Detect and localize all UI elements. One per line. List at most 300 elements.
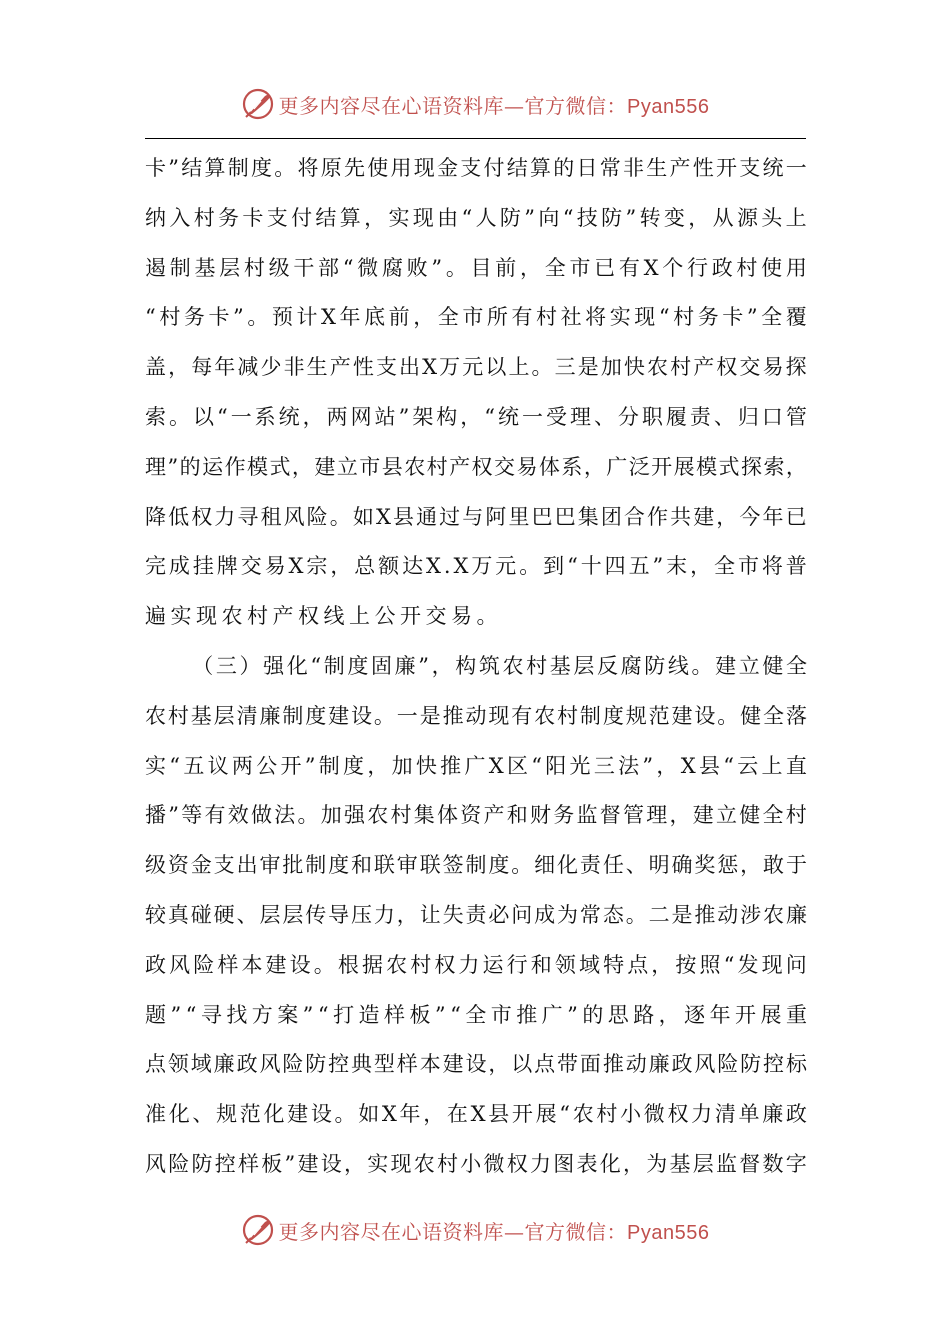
- glyph: 播: [145, 803, 166, 828]
- glyph: 全: [465, 1002, 487, 1027]
- glyph: 总: [354, 554, 376, 579]
- glyph: 原: [320, 156, 342, 180]
- glyph: 算: [204, 156, 226, 180]
- glyph: 变: [663, 205, 685, 230]
- glyph: 资: [167, 853, 189, 878]
- glyph: 。: [531, 355, 553, 380]
- glyph: 实: [145, 753, 166, 778]
- glyph: 思: [607, 1002, 629, 1027]
- glyph: 找: [226, 1002, 248, 1027]
- glyph: 度: [251, 156, 272, 180]
- glyph: 索: [763, 454, 785, 479]
- glyph: 市: [737, 554, 759, 579]
- glyph: 是: [577, 355, 599, 380]
- glyph: ，: [669, 803, 691, 828]
- glyph: 县: [488, 1102, 510, 1127]
- glyph: 预: [271, 305, 293, 330]
- glyph: X: [680, 753, 696, 778]
- glyph: 廉: [762, 1102, 784, 1127]
- glyph: X: [288, 554, 304, 579]
- glyph: X: [426, 554, 441, 579]
- glyph: 支: [739, 156, 761, 180]
- glyph: 市: [569, 255, 591, 280]
- glyph: 职: [641, 404, 663, 429]
- glyph: 态: [602, 902, 624, 927]
- glyph: X: [453, 554, 469, 579]
- glyph: 先: [344, 156, 365, 180]
- glyph: 批: [282, 853, 304, 878]
- glyph: 建: [328, 703, 350, 728]
- glyph: 建: [715, 653, 737, 678]
- glyph: 体: [437, 803, 458, 828]
- glyph: 样: [238, 1151, 259, 1176]
- wechat-id: Pyan556: [627, 1221, 710, 1244]
- banner-slogan: 更多内容尽在心语资料库—官方微信：: [278, 93, 628, 118]
- glyph: 普: [785, 554, 807, 579]
- glyph: 一: [785, 156, 807, 180]
- glyph: 算: [530, 156, 551, 180]
- text-line: [145, 542, 807, 592]
- glyph: 化: [263, 1102, 285, 1127]
- glyph: 管: [623, 803, 644, 828]
- glyph: 元: [495, 554, 517, 579]
- glyph: 。: [691, 653, 713, 678]
- glyph: 政: [785, 1102, 807, 1127]
- glyph: 通: [416, 504, 438, 529]
- glyph: 制: [579, 703, 601, 728]
- glyph: 系: [561, 454, 583, 479]
- glyph: 全: [437, 305, 459, 330]
- text-line: [145, 791, 807, 841]
- glyph: 权: [506, 1151, 528, 1176]
- glyph: 结: [181, 156, 203, 180]
- glyph: 逐: [684, 1002, 706, 1027]
- glyph: 涉: [740, 902, 762, 927]
- text-line: [145, 742, 807, 792]
- glyph: 模: [247, 454, 269, 479]
- glyph: 层: [259, 902, 281, 927]
- glyph: 年: [339, 305, 361, 330]
- glyph: 完: [145, 554, 166, 579]
- glyph: 使: [367, 156, 389, 180]
- glyph: 实: [388, 205, 410, 230]
- glyph: 农: [763, 902, 785, 927]
- glyph: 点: [145, 1052, 166, 1077]
- glyph: 照: [699, 952, 721, 977]
- glyph: 成: [534, 902, 556, 927]
- glyph: 万: [439, 355, 461, 380]
- glyph: 以: [192, 404, 214, 429]
- glyph: .: [443, 554, 451, 579]
- glyph: 为: [557, 902, 579, 927]
- glyph: 村: [526, 653, 548, 678]
- glyph: 风: [694, 1052, 716, 1077]
- glyph: 建: [287, 1102, 309, 1127]
- glyph: 建: [693, 504, 715, 529]
- glyph: 年: [709, 1002, 731, 1027]
- glyph: 生: [306, 355, 328, 380]
- glyph: 卡: [145, 156, 166, 180]
- glyph: 开: [511, 1102, 533, 1127]
- glyph: 层: [573, 653, 595, 678]
- glyph: “: [658, 305, 670, 330]
- glyph: 效: [227, 803, 249, 828]
- glyph: 广: [606, 454, 628, 479]
- glyph: 、: [713, 404, 735, 429]
- glyph: 农: [367, 803, 389, 828]
- glyph: 财: [530, 803, 551, 828]
- glyph: 图: [553, 1151, 575, 1176]
- glyph: 造: [358, 1002, 380, 1027]
- glyph: 易: [762, 355, 784, 380]
- glyph: 直: [785, 753, 807, 778]
- glyph: 压: [351, 902, 373, 927]
- glyph: ，: [656, 753, 678, 778]
- glyph: 人: [475, 205, 497, 230]
- glyph: 出: [399, 355, 421, 380]
- glyph: 以: [485, 355, 507, 380]
- glyph: 的: [179, 454, 201, 479]
- glyph: 制: [323, 653, 345, 678]
- glyph: 今: [739, 504, 761, 529]
- glyph: ，: [623, 1151, 644, 1176]
- glyph: 现: [413, 156, 435, 180]
- glyph: 理: [569, 404, 591, 429]
- glyph: 达: [402, 554, 424, 579]
- glyph: 干: [293, 255, 315, 280]
- glyph: 少: [260, 355, 282, 380]
- glyph: 计: [296, 305, 318, 330]
- glyph: 一: [521, 404, 543, 429]
- glyph: ，: [651, 952, 673, 977]
- glyph: 政: [236, 1052, 258, 1077]
- glyph: 网: [350, 404, 372, 429]
- glyph: ，: [716, 504, 738, 529]
- glyph: 特: [603, 952, 625, 977]
- glyph: 实: [609, 305, 631, 330]
- glyph: 小: [620, 1102, 642, 1127]
- text-line: [145, 991, 807, 1041]
- glyph: 村: [426, 454, 448, 479]
- glyph: 权: [191, 504, 213, 529]
- glyph: 导: [328, 902, 350, 927]
- glyph: 村: [390, 803, 412, 828]
- text-line: [145, 1040, 807, 1090]
- glyph: 单: [738, 1102, 760, 1127]
- glyph: 据: [361, 952, 383, 977]
- glyph: 风: [145, 1151, 166, 1176]
- glyph: 付: [483, 156, 505, 180]
- glyph: ，: [431, 653, 453, 678]
- glyph: 已: [594, 255, 616, 280]
- glyph: 农: [145, 703, 166, 728]
- glyph: “: [450, 1002, 461, 1027]
- glyph: 。: [511, 853, 533, 878]
- glyph: 加: [600, 355, 622, 380]
- glyph: 租: [260, 504, 282, 529]
- text-line: [145, 891, 807, 941]
- glyph: 监: [716, 1151, 737, 1176]
- glyph: 议: [207, 753, 229, 778]
- glyph: 将: [585, 305, 607, 330]
- glyph: 农: [404, 454, 426, 479]
- header-divider: [145, 138, 806, 139]
- glyph: 方: [251, 1002, 273, 1027]
- glyph: 产: [329, 355, 351, 380]
- glyph: 政: [145, 952, 166, 977]
- glyph: 风: [259, 1052, 281, 1077]
- glyph: 建: [314, 454, 336, 479]
- glyph: 。: [445, 255, 467, 280]
- glyph: 牌: [216, 554, 238, 579]
- glyph: ，: [396, 902, 418, 927]
- glyph: 、: [192, 1102, 214, 1127]
- glyph: 。: [329, 504, 351, 529]
- glyph: 化: [168, 1102, 190, 1127]
- glyph: 。: [625, 902, 647, 927]
- glyph: 市: [490, 1002, 512, 1027]
- glyph: 权: [716, 355, 738, 380]
- glyph: 前: [495, 255, 517, 280]
- glyph: 易: [516, 454, 538, 479]
- glyph: 常: [599, 156, 621, 180]
- glyph: 样: [396, 1052, 418, 1077]
- glyph: ，: [302, 404, 324, 429]
- glyph: 微: [643, 1102, 665, 1127]
- glyph: 险: [168, 1151, 190, 1176]
- glyph: 年: [214, 355, 236, 380]
- glyph: X: [643, 255, 659, 280]
- glyph: 监: [576, 803, 598, 828]
- document-body: [145, 144, 807, 1190]
- glyph: 头: [761, 205, 783, 230]
- glyph: 交: [494, 454, 515, 479]
- glyph: 样: [383, 1002, 405, 1027]
- glyph: 权: [667, 1102, 689, 1127]
- glyph: 一: [396, 703, 418, 728]
- glyph: 式: [718, 454, 740, 479]
- glyph: 化: [557, 853, 579, 878]
- glyph: 已: [785, 504, 807, 529]
- glyph: 清: [714, 1102, 736, 1127]
- glyph: 集: [577, 504, 599, 529]
- glyph: 实: [367, 1151, 389, 1176]
- glyph: 以: [511, 1052, 533, 1077]
- glyph: 建: [671, 703, 693, 728]
- glyph: 打: [333, 1002, 355, 1027]
- glyph: 社: [560, 305, 582, 330]
- glyph: 板: [261, 1151, 283, 1176]
- glyph: 现: [761, 952, 783, 977]
- glyph: 风: [283, 504, 305, 529]
- glyph: 金: [190, 853, 212, 878]
- glyph: 制: [282, 703, 304, 728]
- glyph: 建: [265, 952, 287, 977]
- glyph: 两: [231, 753, 253, 778]
- glyph: 域: [578, 952, 600, 977]
- glyph: 上: [785, 205, 807, 230]
- glyph: 和: [530, 952, 552, 977]
- glyph: 个: [662, 255, 684, 280]
- glyph: “: [559, 1102, 571, 1127]
- glyph: 寻: [200, 1002, 222, 1027]
- glyph: 式: [269, 454, 291, 479]
- glyph: 现: [412, 205, 434, 230]
- glyph: 遏: [145, 255, 166, 280]
- glyph: ”: [304, 753, 316, 778]
- glyph: 督: [739, 1151, 761, 1176]
- glyph: ，: [344, 1151, 365, 1176]
- glyph: 防: [191, 1151, 213, 1176]
- glyph: 产: [449, 454, 471, 479]
- glyph: 层: [692, 1151, 714, 1176]
- glyph: 基: [194, 255, 216, 280]
- glyph: 审: [396, 853, 418, 878]
- glyph: ”: [170, 1002, 182, 1027]
- glyph: “: [484, 404, 496, 429]
- glyph: 是: [419, 703, 441, 728]
- glyph: ”: [642, 753, 654, 778]
- glyph: 落: [785, 703, 807, 728]
- glyph: 防: [601, 205, 623, 230]
- glyph: 建: [692, 803, 714, 828]
- glyph: 化: [599, 1151, 621, 1176]
- glyph: 作: [647, 504, 669, 529]
- glyph: 常: [579, 902, 601, 927]
- glyph: 、: [625, 853, 647, 878]
- glyph: 制: [305, 853, 327, 878]
- glyph: 度: [305, 703, 327, 728]
- glyph: 元: [462, 355, 484, 380]
- glyph: 产: [693, 355, 715, 380]
- glyph: 源: [736, 205, 758, 230]
- text-line: [145, 1090, 807, 1140]
- glyph: 点: [627, 952, 649, 977]
- glyph: 联: [373, 853, 395, 878]
- glyph: 力: [214, 504, 236, 529]
- glyph: 统: [762, 156, 784, 180]
- glyph: 政: [711, 255, 733, 280]
- glyph: 和: [506, 803, 528, 828]
- glyph: 度: [347, 653, 369, 678]
- glyph: ”: [434, 1002, 446, 1027]
- glyph: 探: [785, 355, 807, 380]
- glyph: 规: [625, 703, 647, 728]
- glyph: 力: [458, 952, 480, 977]
- glyph: 算: [339, 205, 361, 230]
- glyph: X: [321, 305, 336, 330]
- glyph: 付: [291, 205, 313, 230]
- text-line: [145, 393, 807, 443]
- glyph: 降: [145, 504, 166, 529]
- glyph: 务: [553, 803, 575, 828]
- glyph: ，: [423, 1102, 445, 1127]
- glyph: 向: [538, 205, 560, 230]
- glyph: 权: [471, 454, 493, 479]
- glyph: 二: [648, 902, 670, 927]
- glyph: ，: [658, 1002, 680, 1027]
- glyph: 险: [193, 952, 215, 977]
- glyph: 口: [761, 404, 783, 429]
- glyph: 。: [274, 156, 296, 180]
- glyph: “: [562, 205, 574, 230]
- glyph: 等: [181, 803, 203, 828]
- glyph: 联: [419, 853, 441, 878]
- glyph: 任: [602, 853, 624, 878]
- glyph: 领: [554, 952, 576, 977]
- glyph: 公: [256, 753, 278, 778]
- glyph: 准: [145, 1102, 166, 1127]
- glyph: 村: [596, 1102, 618, 1127]
- glyph: 域: [190, 1052, 212, 1077]
- glyph: 防: [740, 1052, 762, 1077]
- glyph: 五: [183, 753, 205, 778]
- glyph: 支: [375, 355, 397, 380]
- glyph: 健: [762, 653, 784, 678]
- banner-slogan: 更多内容尽在心语资料库—官方微信：: [278, 1219, 628, 1244]
- glyph: 控: [214, 1151, 236, 1176]
- glyph: 建: [442, 1052, 464, 1077]
- glyph: 一: [230, 404, 252, 429]
- glyph: “: [216, 404, 228, 429]
- glyph: 村: [159, 305, 181, 330]
- glyph: 县: [381, 454, 403, 479]
- glyph: 农: [534, 703, 556, 728]
- glyph: 理: [646, 803, 668, 828]
- glyph: 设: [351, 703, 373, 728]
- glyph: 表: [576, 1151, 598, 1176]
- glyph: 农: [502, 653, 524, 678]
- glyph: 。: [297, 803, 319, 828]
- glyph: ，: [583, 454, 605, 479]
- glyph: 将: [297, 156, 319, 180]
- glyph: 力: [373, 902, 395, 927]
- glyph: 前: [388, 305, 410, 330]
- glyph: 推: [442, 703, 464, 728]
- glyph: 低: [168, 504, 190, 529]
- quill-logo-icon: [241, 1213, 275, 1247]
- glyph: 额: [378, 554, 400, 579]
- glyph: 务: [218, 205, 240, 230]
- glyph: 上: [761, 753, 783, 778]
- glyph: 层: [219, 255, 241, 280]
- glyph: 问: [511, 902, 533, 927]
- glyph: 确: [671, 853, 693, 878]
- glyph: 三: [554, 355, 576, 380]
- glyph: 结: [506, 156, 528, 180]
- glyph: 加: [391, 753, 413, 778]
- glyph: 于: [785, 853, 807, 878]
- glyph: ，: [785, 454, 807, 479]
- glyph: 政: [671, 1052, 693, 1077]
- glyph: ，: [740, 853, 762, 878]
- glyph: 推: [440, 753, 462, 778]
- glyph: 在: [446, 1102, 468, 1127]
- glyph: 展: [535, 1102, 557, 1127]
- glyph: 字: [785, 1151, 807, 1176]
- glyph: 路: [633, 1002, 655, 1027]
- glyph: 小: [460, 1151, 482, 1176]
- glyph: 结: [315, 205, 337, 230]
- glyph: 使: [761, 255, 783, 280]
- glyph: 分: [617, 404, 639, 429]
- glyph: 展: [673, 454, 695, 479]
- glyph: 从: [712, 205, 734, 230]
- glyph: 题: [145, 1002, 166, 1027]
- glyph: 作: [224, 454, 246, 479]
- glyph: 基: [549, 653, 571, 678]
- glyph: 五: [628, 554, 650, 579]
